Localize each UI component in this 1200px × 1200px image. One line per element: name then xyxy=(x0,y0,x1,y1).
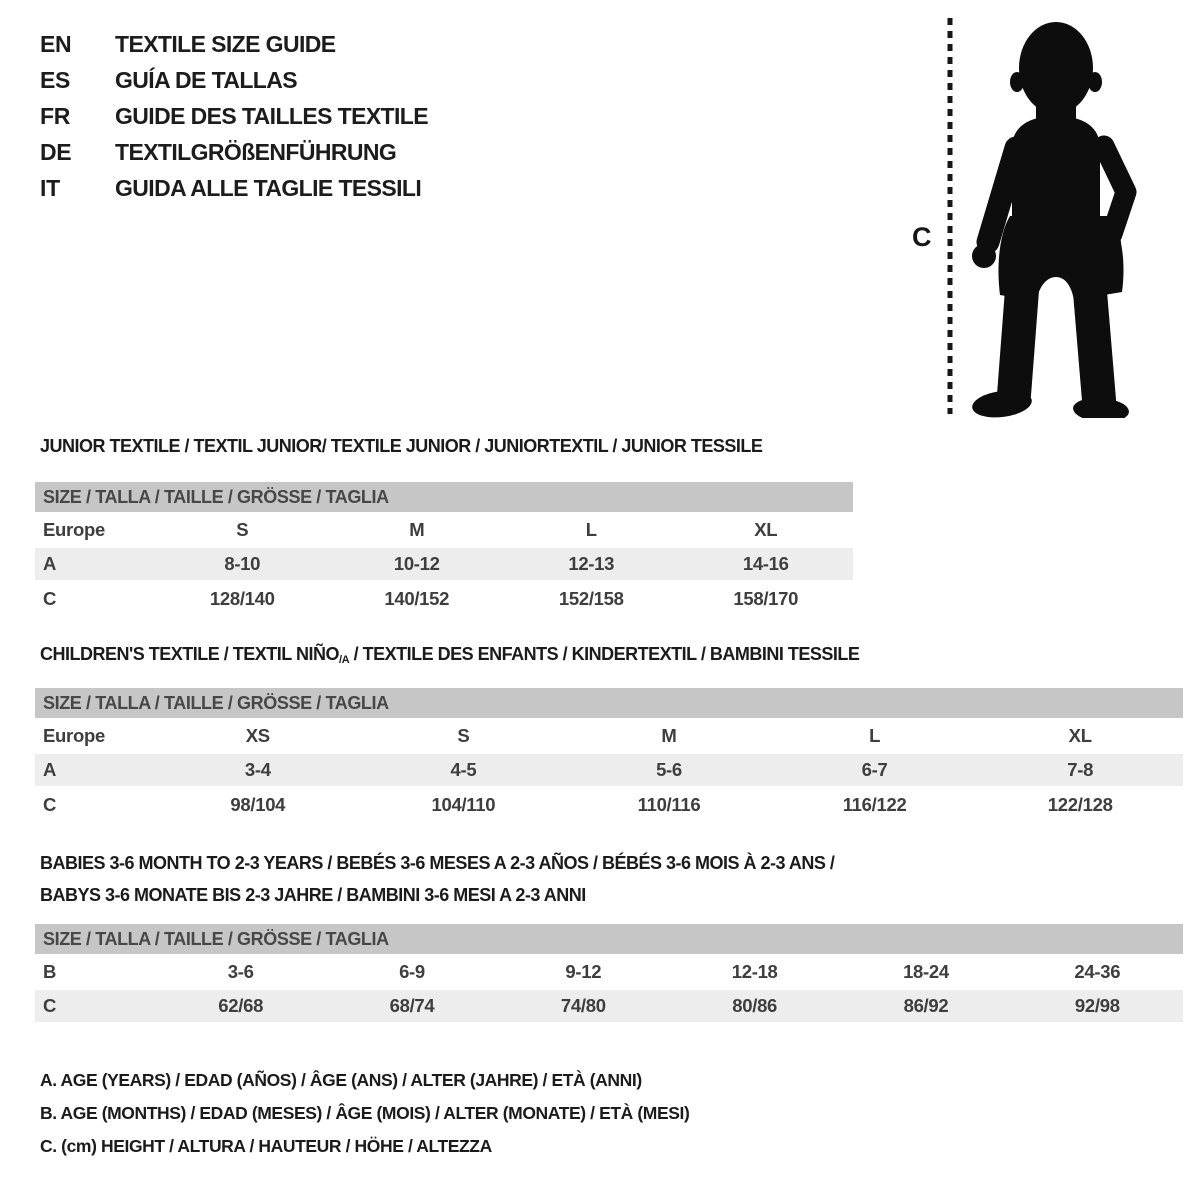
cell: 116/122 xyxy=(842,793,907,815)
cell: 6-9 xyxy=(399,961,425,982)
cell: 3-6 xyxy=(227,961,254,982)
cell: 80/86 xyxy=(669,989,840,1023)
row-label: C xyxy=(35,989,155,1023)
cell: 4-5 xyxy=(361,753,567,787)
size-header-row xyxy=(35,924,1183,955)
cell: 12-13 xyxy=(504,547,679,581)
junior-size-table xyxy=(35,482,853,615)
table-row-height xyxy=(35,989,1183,1023)
cell: 92/98 xyxy=(1012,989,1183,1023)
cell: 14-16 xyxy=(679,547,854,581)
cell: M xyxy=(409,519,425,540)
cell: 152/158 xyxy=(558,587,624,609)
size-header-row xyxy=(35,482,853,513)
cell: 24-36 xyxy=(1074,961,1121,982)
language-row-fr xyxy=(40,98,428,134)
children-size-table xyxy=(35,688,1183,821)
cell: 122/128 xyxy=(1047,793,1113,815)
legend-line-a: A. AGE (YEARS) / EDAD (AÑOS) / ÂGE (ANS) / ALTER (JAHRE) / ETÀ (ANNI) xyxy=(40,1070,642,1090)
cell: 8-10 xyxy=(155,547,330,581)
cell: 7-8 xyxy=(977,753,1183,787)
row-label: A xyxy=(35,547,155,581)
cell: S xyxy=(236,519,249,540)
children-heading-post: / TEXTILE DES ENFANTS / KINDERTEXTIL / BAMBINI TESSILE xyxy=(349,644,860,664)
table-row-age-months xyxy=(35,955,1183,989)
language-title: GUÍA DE TALLAS xyxy=(115,66,297,93)
toddler-silhouette-icon xyxy=(900,14,1192,418)
cell: 62/68 xyxy=(155,989,326,1023)
language-title: GUIDA ALLE TAGLIE TESSILI xyxy=(115,174,422,201)
table-row-height xyxy=(35,581,853,615)
language-code: IT xyxy=(40,174,60,201)
language-code: FR xyxy=(40,102,71,129)
cell: 6-7 xyxy=(772,753,978,787)
height-label: C xyxy=(912,222,932,252)
cell: 140/152 xyxy=(384,587,450,609)
cell: 98/104 xyxy=(230,793,286,815)
babies-heading-line2: BABYS 3-6 MONATE BIS 2-3 JAHRE / BAMBINI 3-6 MESI A 2-3 ANNI xyxy=(40,885,586,905)
cell: 74/80 xyxy=(498,989,669,1023)
cell: 68/74 xyxy=(326,989,497,1023)
size-header-row xyxy=(35,688,1183,719)
cell: XS xyxy=(245,725,270,746)
cell: 5-6 xyxy=(566,753,772,787)
cell: L xyxy=(869,725,881,746)
cell: 158/170 xyxy=(733,587,799,609)
children-heading-pre: CHILDREN'S TEXTILE / TEXTIL NIÑO xyxy=(40,644,339,664)
cell: 86/92 xyxy=(840,989,1011,1023)
row-label: Europe xyxy=(43,725,105,746)
language-code: ES xyxy=(40,66,71,93)
cell: 104/110 xyxy=(431,793,496,815)
cell: 3-4 xyxy=(155,753,361,787)
cell: 18-24 xyxy=(903,961,949,982)
language-row-es xyxy=(40,62,428,98)
cell: XL xyxy=(1068,725,1092,746)
language-code: DE xyxy=(40,138,72,165)
size-header-cell: SIZE / TALLA / TAILLE / GRÖSSE / TAGLIA xyxy=(35,688,1183,719)
row-label: Europe xyxy=(43,519,105,540)
height-measure-figure xyxy=(900,14,1192,418)
cell: M xyxy=(661,725,677,746)
cell: S xyxy=(457,725,470,746)
language-row-en xyxy=(40,26,428,62)
cell: XL xyxy=(754,519,778,540)
legend-line-b: B. AGE (MONTHS) / EDAD (MESES) / ÂGE (MOIS) / ALTER (MONATE) / ETÀ (MESI) xyxy=(40,1103,690,1123)
legend xyxy=(40,1064,689,1163)
toddler-silhouette xyxy=(971,22,1130,418)
table-row-age xyxy=(35,753,1183,787)
row-label: B xyxy=(43,961,57,982)
row-label: C xyxy=(43,587,57,609)
cell: L xyxy=(585,519,597,540)
cell: 9-12 xyxy=(565,961,602,982)
babies-section-heading xyxy=(40,847,834,911)
size-header-cell: SIZE / TALLA / TAILLE / GRÖSSE / TAGLIA xyxy=(35,482,853,513)
table-row-europe xyxy=(35,513,853,547)
table-row-height xyxy=(35,787,1183,821)
size-header-cell: SIZE / TALLA / TAILLE / GRÖSSE / TAGLIA xyxy=(35,924,1183,955)
cell: 128/140 xyxy=(209,587,275,609)
babies-size-table xyxy=(35,924,1183,1024)
cell: 10-12 xyxy=(330,547,505,581)
language-code: EN xyxy=(40,30,72,57)
table-row-europe xyxy=(35,719,1183,753)
cell: 110/116 xyxy=(637,793,701,815)
language-title: TEXTILE SIZE GUIDE xyxy=(115,30,336,57)
row-label: A xyxy=(35,753,155,787)
children-section-heading xyxy=(40,638,859,676)
children-heading-sub: /A xyxy=(338,654,350,667)
language-title: TEXTILGRÖßENFÜHRUNG xyxy=(115,138,397,165)
junior-section-heading: JUNIOR TEXTILE / TEXTIL JUNIOR/ TEXTILE JUNIOR / JUNIORTEXTIL / JUNIOR TESSILE xyxy=(40,436,763,456)
table-row-age xyxy=(35,547,853,581)
language-row-it xyxy=(40,170,428,206)
row-label: C xyxy=(43,793,57,815)
cell: 12-18 xyxy=(731,961,778,982)
babies-heading-line1: BABIES 3-6 MONTH TO 2-3 YEARS / BEBÉS 3-6 MESES A 2-3 AÑOS / BÉBÉS 3-6 MOIS À 2-3 ANS / xyxy=(40,853,835,873)
language-title: GUIDE DES TAILLES TEXTILE xyxy=(115,102,428,129)
legend-line-c: C. (cm) HEIGHT / ALTURA / HAUTEUR / HÖHE / ALTEZZA xyxy=(40,1136,492,1156)
language-row-de xyxy=(40,134,428,170)
language-list xyxy=(40,26,428,206)
